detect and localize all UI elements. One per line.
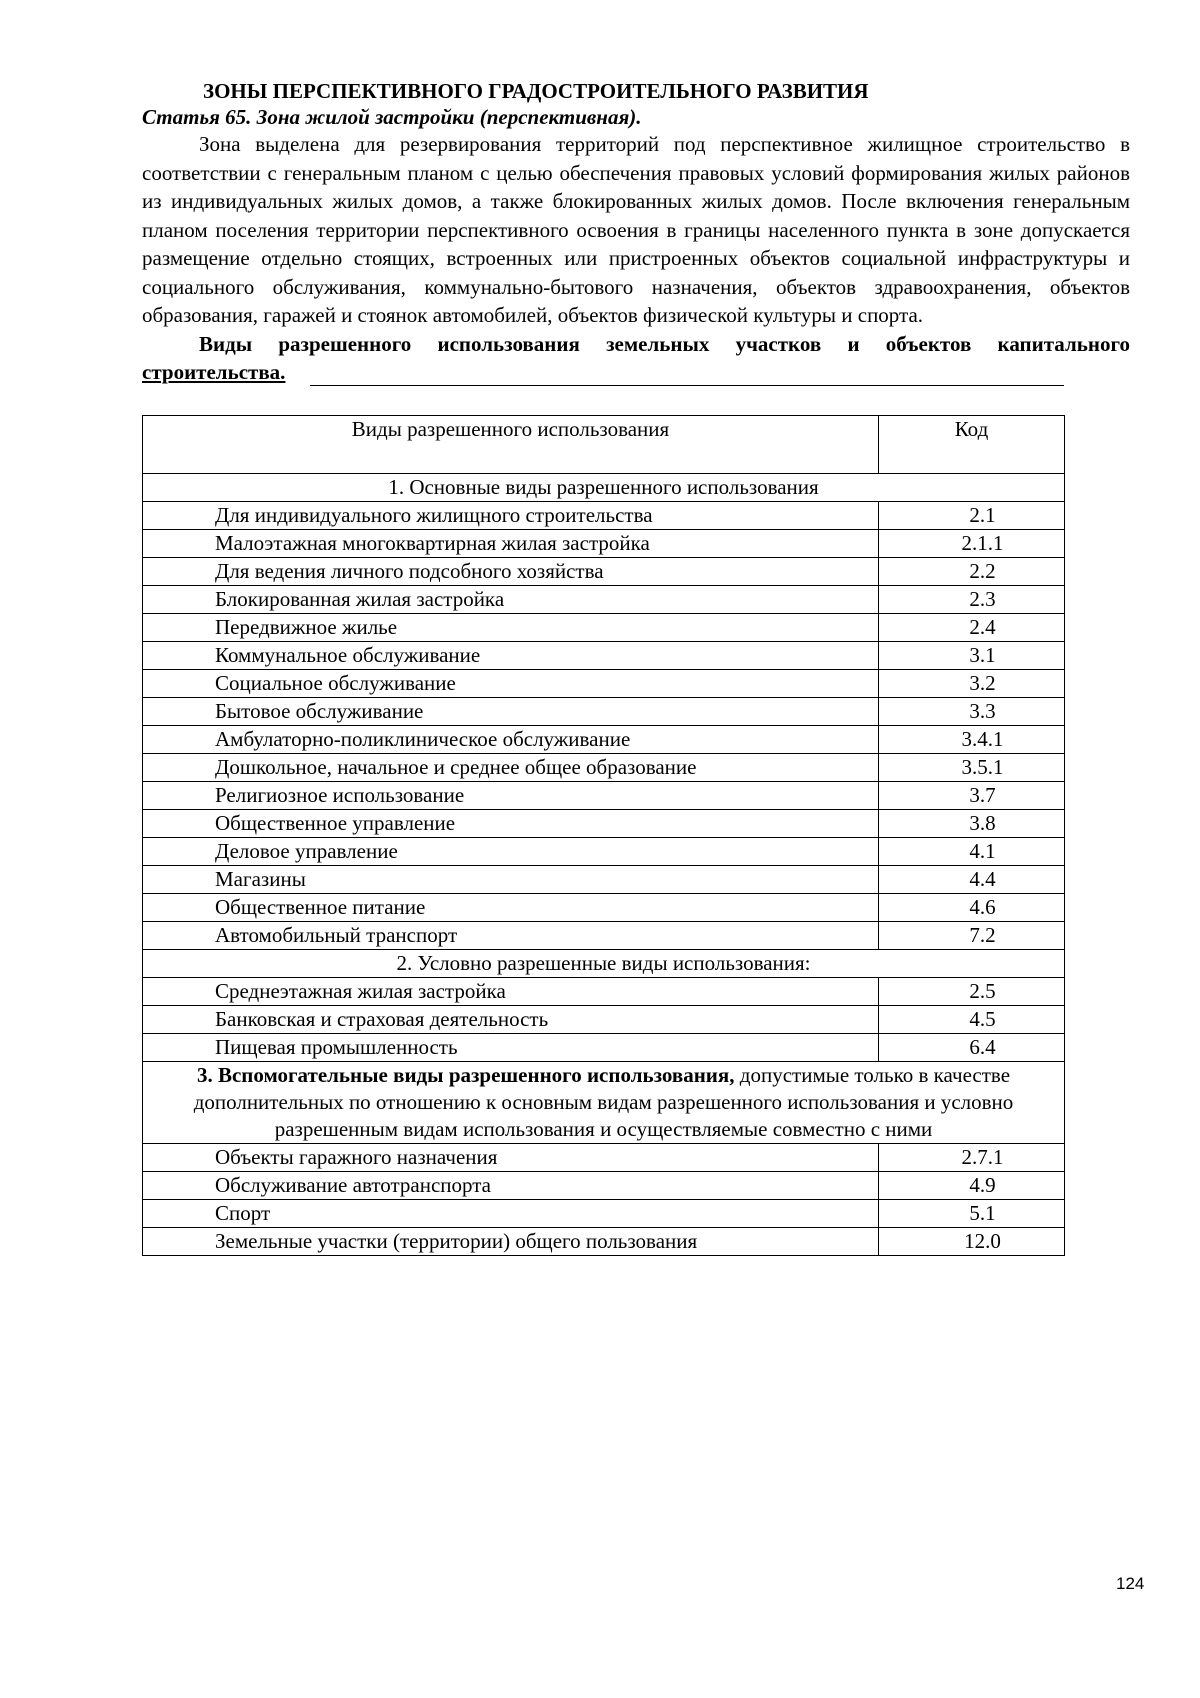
use-code-cell: 2.7.1 xyxy=(879,1144,1065,1172)
section-1-header xyxy=(143,474,1065,502)
subheading-line1: Виды разрешенного использования земельных участков и объектов капитального xyxy=(199,331,1130,356)
use-code-cell: 4.4 xyxy=(879,866,1065,894)
table-row xyxy=(143,810,1065,838)
use-name-cell: Для индивидуального жилищного строительства xyxy=(143,502,879,530)
section-2-title: 2. Условно разрешенные виды использования: xyxy=(143,950,1065,978)
use-name-cell: Среднеэтажная жилая застройка xyxy=(143,978,879,1006)
use-code-cell: 3.1 xyxy=(879,642,1065,670)
use-code-cell: 2.5 xyxy=(879,978,1065,1006)
header-name-cell: Виды разрешенного использования xyxy=(143,416,879,474)
table-row xyxy=(143,978,1065,1006)
use-code-cell: 2.1 xyxy=(879,502,1065,530)
use-name-cell: Пищевая промышленность xyxy=(143,1034,879,1062)
table-row xyxy=(143,1034,1065,1062)
use-name-cell: Магазины xyxy=(143,866,879,894)
use-name-cell: Спорт xyxy=(143,1200,879,1228)
use-name-cell: Религиозное использование xyxy=(143,782,879,810)
page-heading: ЗОНЫ ПЕРСПЕКТИВНОГО ГРАДОСТРОИТЕЛЬНОГО РАЗВИТИЯ xyxy=(203,79,869,103)
section-3-title-bold: 3. Вспомогательные виды разрешенного использования, xyxy=(196,1063,735,1087)
use-name-cell: Для ведения личного подсобного хозяйства xyxy=(143,558,879,586)
use-code-cell: 2.4 xyxy=(879,614,1065,642)
table-row xyxy=(143,866,1065,894)
table-row xyxy=(143,530,1065,558)
use-code-cell: 2.3 xyxy=(879,586,1065,614)
table-row xyxy=(143,754,1065,782)
use-name-cell: Блокированная жилая застройка xyxy=(143,586,879,614)
use-code-cell: 4.5 xyxy=(879,1006,1065,1034)
section-3-title xyxy=(143,1062,1065,1144)
table-row xyxy=(143,502,1065,530)
use-name-cell: Коммунальное обслуживание xyxy=(143,642,879,670)
use-name-cell: Общественное управление xyxy=(143,810,879,838)
use-code-cell: 6.4 xyxy=(879,1034,1065,1062)
table-row xyxy=(143,558,1065,586)
use-code-cell: 4.6 xyxy=(879,894,1065,922)
use-name-cell: Передвижное жилье xyxy=(143,614,879,642)
table-row xyxy=(143,614,1065,642)
use-name-cell: Деловое управление xyxy=(143,838,879,866)
use-code-cell: 7.2 xyxy=(879,922,1065,950)
table-row xyxy=(143,1006,1065,1034)
use-code-cell: 4.1 xyxy=(879,838,1065,866)
permitted-uses-subheading xyxy=(142,330,1130,387)
use-code-cell: 3.3 xyxy=(879,698,1065,726)
use-name-cell: Социальное обслуживание xyxy=(143,670,879,698)
use-name-cell: Дошкольное, начальное и среднее общее образование xyxy=(143,754,879,782)
use-code-cell: 4.9 xyxy=(879,1172,1065,1200)
use-code-cell: 3.8 xyxy=(879,810,1065,838)
table-row xyxy=(143,782,1065,810)
header-code-cell: Код xyxy=(879,416,1065,474)
use-code-cell: 3.5.1 xyxy=(879,754,1065,782)
document-body xyxy=(142,78,1130,387)
table-row xyxy=(143,838,1065,866)
table-row xyxy=(143,670,1065,698)
table-row xyxy=(143,1200,1065,1228)
section-3-title-rest: допустимые только в качестве дополнительных по отношению к основным видам разрешенного использования и условно разрешенным видам использования и осуществляемые совместно с ними xyxy=(193,1063,1014,1141)
use-name-cell: Малоэтажная многоквартирная жилая застройка xyxy=(143,530,879,558)
use-code-cell: 3.7 xyxy=(879,782,1065,810)
table-row xyxy=(143,726,1065,754)
subheading-underline xyxy=(310,385,1064,386)
section-1-title: 1. Основные виды разрешенного использования xyxy=(143,474,1065,502)
table-row xyxy=(143,1172,1065,1200)
page-number: 124 xyxy=(1116,1574,1145,1593)
use-code-cell: 2.2 xyxy=(879,558,1065,586)
use-name-cell: Амбулаторно-поликлиническое обслуживание xyxy=(143,726,879,754)
use-code-cell: 2.1.1 xyxy=(879,530,1065,558)
use-name-cell: Банковская и страховая деятельность xyxy=(143,1006,879,1034)
table-row xyxy=(143,586,1065,614)
use-name-cell: Земельные участки (территории) общего пользования xyxy=(143,1228,879,1256)
table-row xyxy=(143,1228,1065,1256)
use-code-cell: 5.1 xyxy=(879,1200,1065,1228)
section-3-header xyxy=(143,1062,1065,1144)
use-name-cell: Объекты гаражного назначения xyxy=(143,1144,879,1172)
table-row xyxy=(143,698,1065,726)
use-code-cell: 3.2 xyxy=(879,670,1065,698)
table-row xyxy=(143,1144,1065,1172)
zone-description-paragraph: Зона выделена для резервирования территорий под перспективное жилищное строительство в соответствии с генеральным планом с целью обеспечения правовых условий формирования жилых районов из индивидуальных жилых домов, а также блокированных жилых домов. После включения генеральным планом поселения территории перспективного освоения в границы населенного пункта в зоне допускается размещение отдельно стоящих, встроенных или пристроенных объектов социальной инфраструктуры и социального обслуживания, коммунально-бытового назначения, объектов здравоохранения, объектов образования, гаражей и стоянок автомобилей, объектов физической культуры и спорта. xyxy=(142,132,1130,327)
permitted-uses-table xyxy=(142,415,1065,1256)
subheading-line2: строительства. xyxy=(142,360,286,384)
table-header-row xyxy=(143,416,1065,474)
use-name-cell: Бытовое обслуживание xyxy=(143,698,879,726)
use-name-cell: Обслуживание автотранспорта xyxy=(143,1172,879,1200)
table-row xyxy=(143,922,1065,950)
section-2-header xyxy=(143,950,1065,978)
article-title: Статья 65. Зона жилой застройки (перспективная). xyxy=(142,105,642,129)
use-name-cell: Общественное питание xyxy=(143,894,879,922)
table-row xyxy=(143,642,1065,670)
use-code-cell: 12.0 xyxy=(879,1228,1065,1256)
use-code-cell: 3.4.1 xyxy=(879,726,1065,754)
use-name-cell: Автомобильный транспорт xyxy=(143,922,879,950)
table-row xyxy=(143,894,1065,922)
